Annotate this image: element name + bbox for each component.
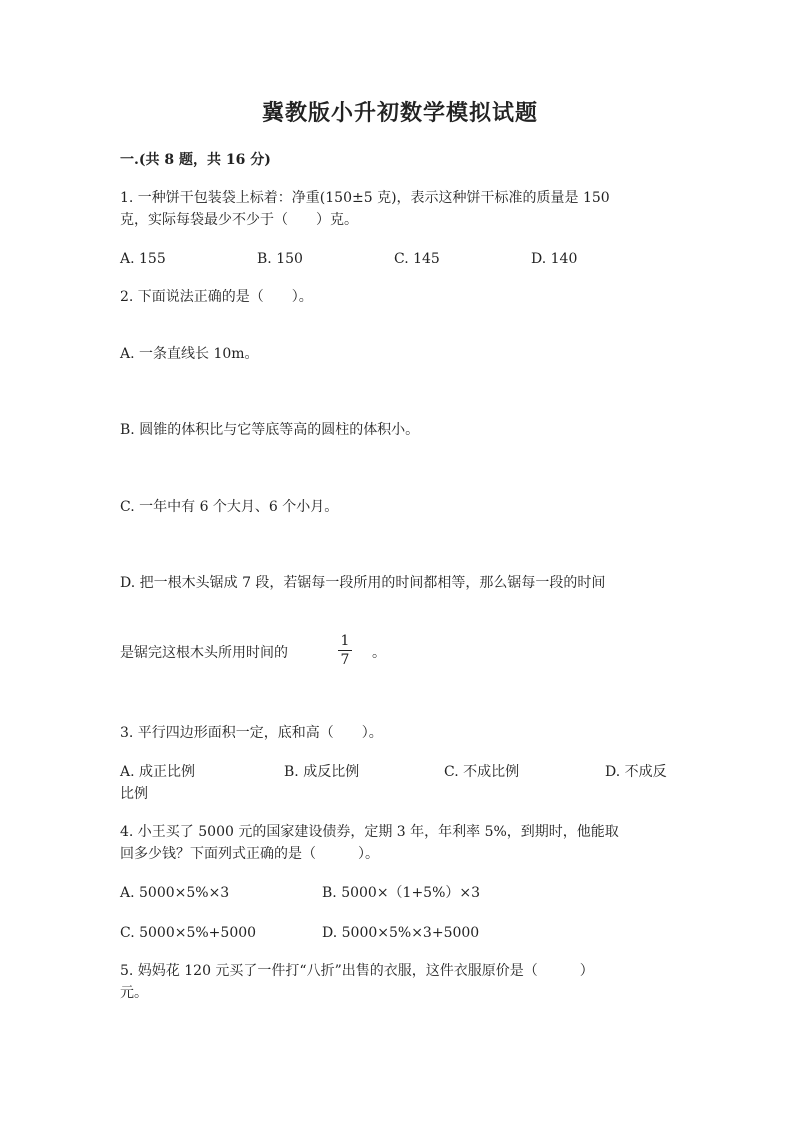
question-2-option-c: C. 一年中有 6 个大月、6 个小月。: [120, 499, 339, 515]
question-3-option-d: D. 不成反: [605, 764, 667, 780]
question-5-line-1: 5. 妈妈花 120 元买了一件打“八折”出售的衣服，这件衣服原价是（ ）: [120, 963, 594, 979]
question-4-option-a: A. 5000×5%×3: [120, 885, 230, 901]
fraction-one-seventh: [337, 634, 353, 667]
question-3-option-d-wrap: 比例: [120, 786, 148, 802]
question-5-line-2: 元。: [120, 985, 148, 1001]
question-4-option-b: B. 5000×（1+5%）×3: [322, 885, 481, 901]
fraction-denominator: 7: [340, 652, 350, 668]
question-1-option-b: B. 150: [257, 251, 303, 267]
question-3-option-b: B. 成反比例: [284, 764, 360, 780]
question-2-stem: 2. 下面说法正确的是（ ）。: [120, 289, 313, 305]
question-2-option-d-end: 。: [372, 645, 386, 661]
question-1-option-d: D. 140: [531, 251, 578, 267]
question-2-option-a: A. 一条直线长 10m。: [120, 346, 259, 362]
question-3-option-c: C. 不成比例: [444, 764, 520, 780]
question-1-option-c: C. 145: [394, 251, 440, 267]
question-1-line-2: 克，实际每袋最少不少于（ ）克。: [120, 212, 358, 228]
question-4-line-2: 回多少钱？下面列式正确的是（ ）。: [120, 846, 379, 862]
question-2-option-d-line-2: 是锯完这根木头所用时间的: [120, 645, 288, 661]
question-4-line-1: 4. 小王买了 5000 元的国家建设债券，定期 3 年，年利率 5%，到期时，他能取: [120, 824, 619, 840]
question-4-option-c: C. 5000×5%+5000: [120, 925, 257, 941]
question-3-stem: 3. 平行四边形面积一定，底和高（ ）。: [120, 725, 383, 741]
section-heading: 一.(共 8 题，共 16 分): [120, 152, 271, 168]
question-1-option-a: A. 155: [120, 251, 166, 267]
question-2-option-b: B. 圆锥的体积比与它等底等高的圆柱的体积小。: [120, 422, 420, 438]
question-3-option-a: A. 成正比例: [120, 764, 196, 780]
question-2-option-d-line-1: D. 把一根木头锯成 7 段，若锯每一段所用的时间都相等，那么锯每一段的时间: [120, 575, 606, 591]
fraction-numerator: 1: [340, 633, 350, 649]
question-4-option-d: D. 5000×5%×3+5000: [322, 925, 480, 941]
question-1-line-1: 1. 一种饼干包装袋上标着：净重(150±5 克)，表示这种饼干标准的质量是 150: [120, 190, 610, 206]
fraction-bar: [338, 650, 352, 651]
page-title: 冀教版小升初数学模拟试题: [261, 100, 538, 126]
